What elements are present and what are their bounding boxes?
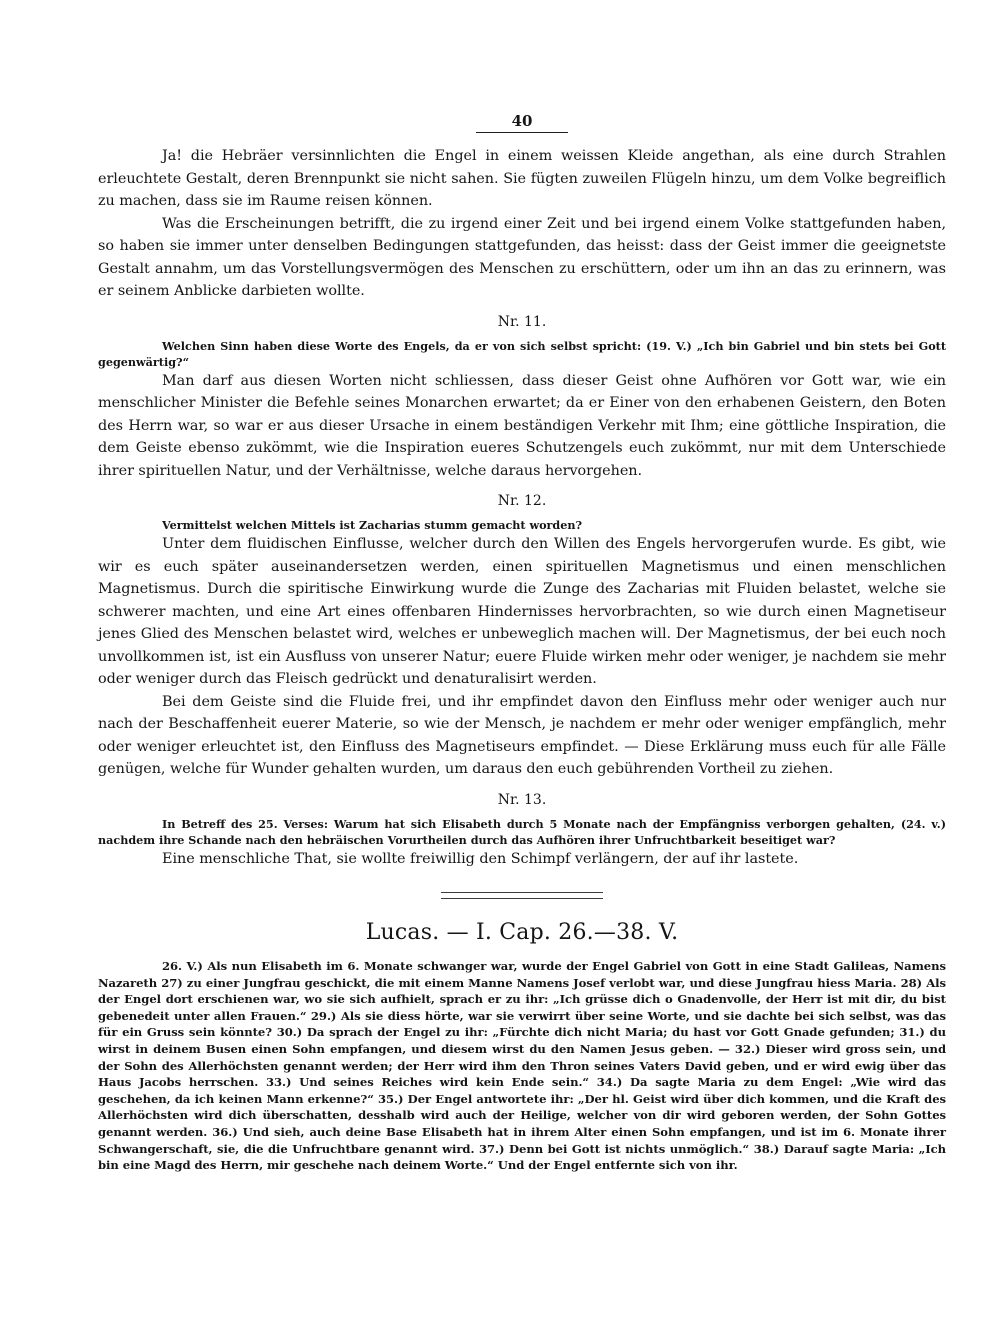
section-question: Welchen Sinn haben diese Worte des Engels, da er von sich selbst spricht: (19. V.) „Ich bin Gabriel und bin stets bei Gott gegenwärtig?“ xyxy=(98,338,946,369)
section-question: Vermittelst welchen Mittels ist Zacharias stumm gemacht worden? xyxy=(162,518,583,532)
bible-passage: 26. V.) Als nun Elisabeth im 6. Monate schwanger war, wurde der Engel Gabriel von Gott in eine Stadt Galileas, Namens Nazareth 27) zu einer Jungfrau geschickt, die mit einem Manne Namens Josef verlobt war, und diese Jungfrau hiess Maria. 28) Als der Engel dort erschienen war, wo sie sich aufhielt, sprach er zu ihr: „Ich grüsse dich o Gnadenvolle, der Herr ist mit dir, du bist gebenedeit unter allen Frauen.“ 29.) Als sie diess hörte, war sie verwirrt über seine Worte, und sie dachte bei sich selbst, was das für ein Gruss sein könnte? 30.) Da sprach der Engel zu ihr: „Fürchte dich nicht Maria; du hast vor Gott Gnade gefunden; 31.) du wirst in deinem Busen einen Sohn empfangen, und diesem wirst du den Namen Jesus geben. — 32.) Dieser wird gross sein, und der Sohn des Allerhöchsten genannt werden; der Herr wird ihm den Thron seines Vaters David geben, und er wird ewig über das Haus Jacobs herrschen. 33.) Und seines Reiches wird kein Ende sein.“ 34.) Da sagte Maria zu dem Engel: „Wie wird das geschehen, da ich keinen Mann erkenne?“ 35.) Der Engel antwortete ihr: „Der hl. Geist wird über dich kommen, und die Kraft des Allerhöchsten wird dich überschatten, desshalb wird auch der Heilige, welcher von dir wird geboren werden, der Sohn Gottes genannt werden. 36.) Und sieh, auch deine Base Elisabeth hat in ihrem Alter einen Sohn empfangen, und ist im 6. Monate ihrer Schwangerschaft, sie, die die Unfruchtbare genannt wird. 37.) Denn bei Gott ist nichts unmöglich.“ 38.) Darauf sagte Maria: „Ich bin eine Magd des Herrn, mir geschehe nach deinem Worte.“ Und der Engel entfernte sich von ihr. xyxy=(98,959,946,1173)
intro-paragraph: Ja! die Hebräer versinnlichten die Engel in einem weissen Kleide angethan, als eine durch Strahlen erleuchtete Gestalt, deren Brennpunkt sie nicht sahen. Sie fügten zuweilen Flügeln hinzu, um dem Volke begreiflich zu machen, dass sie im Raume reisen können. xyxy=(98,148,946,209)
section-answer: Eine menschliche That, sie wollte freiwillig den Schimpf verlängern, der auf ihr lastete. xyxy=(162,850,799,867)
section-heading-nr-13: Nr. 13. xyxy=(497,791,547,808)
section-heading-nr-11: Nr. 11. xyxy=(497,313,547,330)
section-question: In Betreff des 25. Verses: Warum hat sich Elisabeth durch 5 Monate nach der Empfängniss verborgen gehalten, (24. v.) nachdem ihre Schande nach den hebräischen Vorurtheilen durch das Aufhören ihrer Unfruchtbarkeit beseitiget war? xyxy=(98,816,946,847)
page-number: 40 xyxy=(511,112,533,130)
section-answer: Unter dem fluidischen Einflusse, welcher durch den Willen des Engels hervorgerufen wurde. Es gibt, wie wir es euch später auseinandersetzen werden, einen spirituellen Magnetismus und einen menschlichen Magnetismus. Durch die spiritische Einwirkung wurde die Zunge des Zacharias mit Fluiden belastet, welche sie schwerer machten, und eine Art eines offenbaren Hindernisses hervorbrachten, so wie durch einen Magnetiseur jenes Glied des Menschen belastet wird, welches er unbeweglich machen will. Der Magnetismus, der bei euch noch unvollkommen ist, ist ein Ausfluss von unserer Natur; euere Fluide wirken mehr oder weniger, je nachdem sie mehr oder weniger durch das Fleisch gedrückt und denaturalisirt werden. xyxy=(98,536,946,687)
section-answer: Man darf aus diesen Worten nicht schliessen, dass dieser Geist ohne Aufhören vor Gott war, wie ein menschlicher Minister die Befehle seines Monarchen erwartet; da er Einer von den erhabenen Geistern, den Boten des Herrn war, so war er aus dieser Ursache in einem beständigen Verkehr mit Ihm; eine göttliche Inspiration, die dem Geiste ebenso zukömmt, wie die Inspiration eueres Schutzengels euch zukömmt, nur mit dem Unterschiede ihrer spirituellen Natur, und der Verhältnisse, welche daraus hervorgehen. xyxy=(98,372,946,479)
section-heading-nr-12: Nr. 12. xyxy=(497,493,547,509)
page-content xyxy=(98,112,946,1174)
page-number-rule xyxy=(476,132,568,133)
section-answer: Bei dem Geiste sind die Fluide frei, und ihr empfindet davon den Einfluss mehr oder weniger auch nur nach der Beschaffenheit euerer Materie, so wie der Mensch, je nachdem er mehr oder weniger empfänglich, mehr oder weniger erleuchtet ist, den Einfluss des Magnetiseurs empfindet. — Diese Erklärung muss euch für alle Fälle genügen, welche für Wunder gehalten wurden, um daraus den euch gebührenden Vortheil zu ziehen. xyxy=(98,693,946,777)
decorative-divider xyxy=(441,892,603,899)
intro-paragraph: Was die Erscheinungen betrifft, die zu irgend einer Zeit und bei irgend einem Volke stattgefunden haben, so haben sie immer unter denselben Bedingungen stattgefunden, das heisst: dass der Geist immer die geeignetste Gestalt annahm, um das Vorstellungsvermögen des Menschen zu erschüttern, oder um ihn an das zu erinnern, was er seinem Anblicke darbieten wollte. xyxy=(98,215,946,299)
chapter-heading: Lucas. — I. Cap. 26.—38. V. xyxy=(365,920,679,945)
